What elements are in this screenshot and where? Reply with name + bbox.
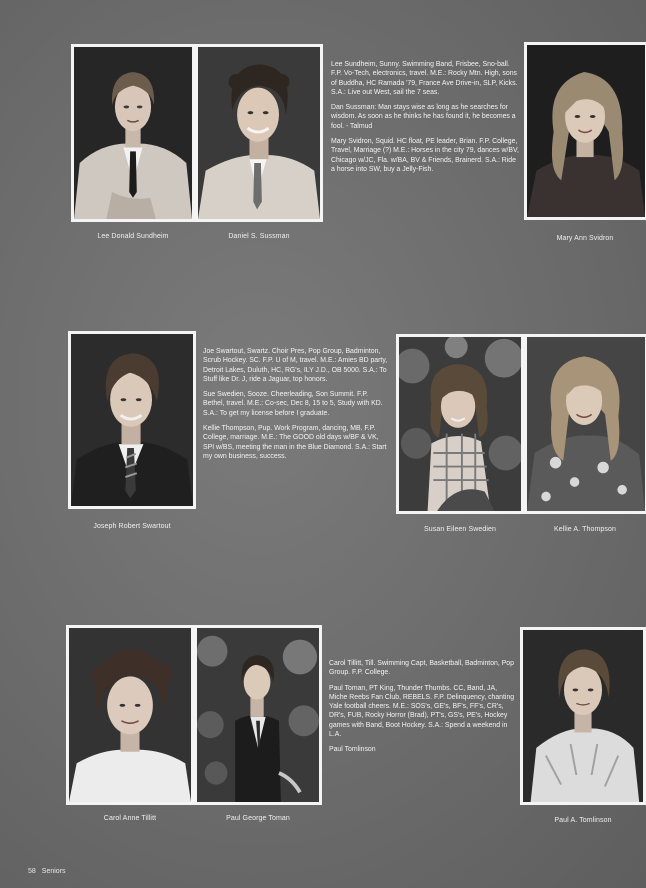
bio-kellie-thompson: Kellie Thompson, Pup. Work Program, dancing, MB. F.P. College, marriage. M.E.: The GOOD old days w/BF & VK, SPI w/BS, meeting the man in the Blue Diamond. S.A.: Start my own business, success. [203,425,387,460]
name-paul-toman: Paul George Toman [226,815,290,822]
portrait-daniel-sussman [195,44,323,222]
bio-paul-tomlinson: Paul Tomlinson [329,746,376,754]
portrait-carol-tillitt [66,625,194,805]
name-susan-swedien: Susan Eileen Swedien [423,526,497,533]
portrait-lee-sundheim [71,44,195,222]
bio-mary-svidron: Mary Svidron, Squid. HC float, PE leader, Brian. F.P. College, Travel, Marriage (?) M.E.: Horses in the city 79, dances w/BV, Chicago w/JC, Fla. w/BA, BV & Friends, Brainerd. S.A.: Ride a horse into SW, buy a Jelly-Fish. [331,138,519,173]
bios-group-2 [203,347,389,467]
name-joseph-swartout: Joseph Robert Swartout [93,523,171,530]
bios-group-1 [331,60,519,180]
bios-group-3 [329,659,517,761]
name-kellie-thompson: Kellie A. Thompson [554,526,616,533]
portrait-susan-swedien [396,334,524,514]
name-carol-tillitt: Carol Anne Tillitt [103,815,157,822]
portrait-mary-svidron [524,42,646,220]
bio-carol-tillitt: Carol Tillitt, Till. Swimming Capt, Basketball, Badminton, Pop Group. F.P. College. [329,660,514,677]
bio-susan-swedien: Sue Swedien, Sooze. Cheerleading, Son Summit. F.P. Bethel, travel. M.E.: Co-sec, Dec 8, 15 to 5, Study with KD. S.A.: To get my license before I graduate. [203,391,383,417]
name-daniel-sussman: Daniel S. Sussman [228,233,290,240]
portrait-kellie-thompson [524,334,646,514]
page-number: 58 [28,868,36,875]
page-folio [28,868,72,875]
name-paul-tomlinson: Paul A. Tomlinson [554,817,612,824]
bio-joseph-swartout: Joe Swartout, Swartz. Choir Pres, Pop Group, Badminton, Scrub Hockey. SC. F.P. U of M, travel. M.E.: Amies BD party, Detroit Lakes, Duluth, HC, RG's, ILY J.D., OB 5000. S.A.: To Stuff like Dr. J, ride a Jaguar, top honors. [203,348,388,383]
name-mary-svidron: Mary Ann Svidron [556,235,614,242]
section-label: Seniors [41,868,66,875]
portrait-paul-tomlinson [520,627,646,805]
portrait-joseph-swartout [68,331,196,509]
name-lee-sundheim: Lee Donald Sundheim [97,233,169,240]
portrait-paul-toman [194,625,322,805]
bio-lee-sundheim: Lee Sundheim, Sunny. Swimming Band, Frisbee, Sno-ball. F.P. Vo-Tech, electronics, travel. M.E.: Rocky Mtn. High, sons of Buddha, HC Ramada '79, France Ave Drive-in, SLP, Kicks. S.A.: Live out West, sail the 7 seas. [331,61,518,96]
bio-daniel-sussman: Dan Sussman: Man stays wise as long as he searches for wisdom. As soon as he thinks he has found it, he becomes a fool. - Talmud [331,104,516,130]
bio-paul-toman: Paul Toman, PT King, Thunder Thumbs. CC, Band, JA, Miche Reebs Fan Club, REBELS. F.P. Delinquency, chanting Yale football cheers. M.E.: SOS's, GE's, BF's, FF's, CR's, DR's, FUB, Rocky Horror (Brad), PT's, GS's, PE's, Hockey games with Band, Boot Hockey. S.A.: Spend a weekend in L.A. [329,684,515,739]
